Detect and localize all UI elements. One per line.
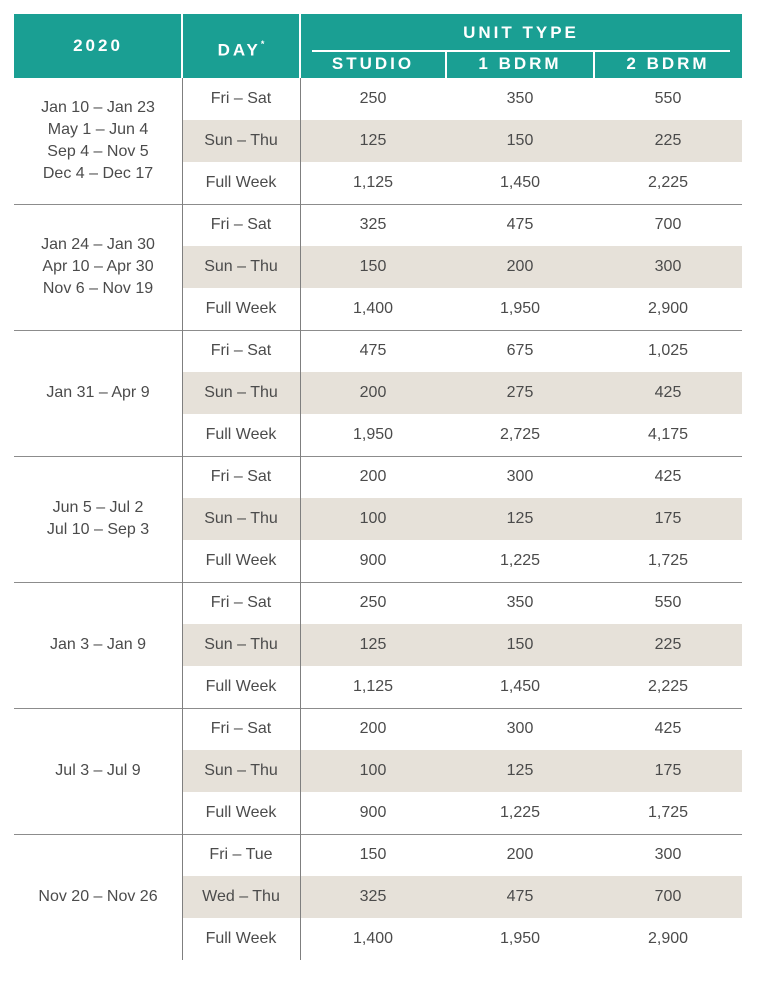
table-row xyxy=(182,246,742,288)
studio-cell: 125 xyxy=(359,132,387,149)
day-cell: Fri – Sat xyxy=(210,90,272,107)
studio-cell: 1,950 xyxy=(352,426,394,443)
two-bedroom-cell: 300 xyxy=(654,258,682,275)
date-range: Jan 3 – Jan 9 xyxy=(49,636,147,653)
one-bedroom-cell: 275 xyxy=(506,384,534,401)
season-group xyxy=(14,330,742,456)
one-bedroom-cell: 150 xyxy=(506,132,534,149)
date-range: Jan 10 – Jan 23 xyxy=(41,99,155,116)
table-row xyxy=(182,666,742,708)
season-dates xyxy=(14,204,182,330)
one-bedroom-cell: 1,225 xyxy=(499,804,541,821)
studio-cell: 900 xyxy=(359,552,387,569)
date-range: Jan 24 – Jan 30 xyxy=(41,236,155,253)
studio-cell: 200 xyxy=(359,384,387,401)
season-dates xyxy=(14,708,182,834)
day-cell: Fri – Tue xyxy=(209,846,273,863)
studio-cell: 475 xyxy=(359,342,387,359)
two-bedroom-header: 2 BDRM xyxy=(626,54,710,73)
studio-header: STUDIO xyxy=(331,54,415,73)
season-group xyxy=(14,834,742,960)
one-bedroom-cell: 1,950 xyxy=(499,930,541,947)
table-row xyxy=(182,204,742,246)
table-row xyxy=(182,582,742,624)
season-group xyxy=(14,582,742,708)
table-row xyxy=(182,918,742,960)
date-range: Jan 31 – Apr 9 xyxy=(46,384,150,401)
table-row xyxy=(182,792,742,834)
two-bedroom-cell: 4,175 xyxy=(647,426,689,443)
studio-cell: 250 xyxy=(359,90,387,107)
table-row xyxy=(182,834,742,876)
season-group xyxy=(14,78,742,204)
day-header xyxy=(182,14,300,78)
two-bedroom-cell: 1,725 xyxy=(647,552,689,569)
two-bedroom-cell: 2,225 xyxy=(647,678,689,695)
header-divider xyxy=(445,52,447,78)
studio-cell: 150 xyxy=(359,258,387,275)
two-bedroom-cell: 2,225 xyxy=(647,174,689,191)
day-cell: Sun – Thu xyxy=(204,636,278,653)
one-bedroom-cell: 125 xyxy=(506,510,534,527)
date-range: Nov 20 – Nov 26 xyxy=(38,888,158,905)
season-dates xyxy=(14,834,182,960)
two-bedroom-cell: 425 xyxy=(654,720,682,737)
studio-cell: 900 xyxy=(359,804,387,821)
studio-cell: 325 xyxy=(359,216,387,233)
day-cell: Fri – Sat xyxy=(210,342,272,359)
studio-cell: 1,125 xyxy=(352,174,394,191)
season-dates xyxy=(14,330,182,456)
one-bedroom-cell: 200 xyxy=(506,258,534,275)
header-divider xyxy=(593,52,595,78)
one-bedroom-cell: 475 xyxy=(506,216,534,233)
day-cell: Sun – Thu xyxy=(204,510,278,527)
two-bedroom-cell: 1,025 xyxy=(647,342,689,359)
column-divider xyxy=(300,78,301,960)
day-cell: Full Week xyxy=(205,174,277,191)
table-row xyxy=(182,162,742,204)
two-bedroom-cell: 2,900 xyxy=(647,300,689,317)
footnote-mark: * xyxy=(260,39,265,49)
day-cell: Sun – Thu xyxy=(204,384,278,401)
one-bedroom-cell: 300 xyxy=(506,468,534,485)
two-bedroom-cell: 550 xyxy=(654,90,682,107)
table-row xyxy=(182,498,742,540)
studio-cell: 150 xyxy=(359,846,387,863)
studio-cell: 200 xyxy=(359,720,387,737)
one-bedroom-cell: 300 xyxy=(506,720,534,737)
one-bedroom-header: 1 BDRM xyxy=(478,54,562,73)
date-range: Jun 5 – Jul 2 xyxy=(52,499,144,516)
day-cell: Full Week xyxy=(205,552,277,569)
season-dates xyxy=(14,78,182,204)
date-range: Jul 10 – Sep 3 xyxy=(46,521,150,538)
table-row xyxy=(182,708,742,750)
studio-cell: 125 xyxy=(359,636,387,653)
date-range: Apr 10 – Apr 30 xyxy=(42,258,154,275)
day-cell: Wed – Thu xyxy=(202,888,280,905)
studio-cell: 1,400 xyxy=(352,930,394,947)
two-bedroom-cell: 2,900 xyxy=(647,930,689,947)
day-cell: Sun – Thu xyxy=(204,258,278,275)
one-bedroom-cell: 1,450 xyxy=(499,678,541,695)
season-group xyxy=(14,204,742,330)
day-cell: Full Week xyxy=(205,804,277,821)
day-header-label: DAY xyxy=(217,40,261,60)
two-bedroom-cell: 700 xyxy=(654,216,682,233)
two-bedroom-cell: 175 xyxy=(654,762,682,779)
one-bedroom-cell: 150 xyxy=(506,636,534,653)
table-row xyxy=(182,372,742,414)
date-range: Sep 4 – Nov 5 xyxy=(47,143,149,160)
date-range: May 1 – Jun 4 xyxy=(47,121,149,138)
studio-cell: 1,125 xyxy=(352,678,394,695)
two-bedroom-cell: 225 xyxy=(654,636,682,653)
one-bedroom-cell: 1,950 xyxy=(499,300,541,317)
table-row xyxy=(182,414,742,456)
table-row xyxy=(182,78,742,120)
day-cell: Fri – Sat xyxy=(210,468,272,485)
day-cell: Sun – Thu xyxy=(204,132,278,149)
one-bedroom-cell: 1,450 xyxy=(499,174,541,191)
day-cell: Full Week xyxy=(205,678,277,695)
studio-cell: 250 xyxy=(359,594,387,611)
table-row xyxy=(182,876,742,918)
table-row xyxy=(182,330,742,372)
table-row xyxy=(182,120,742,162)
one-bedroom-cell: 200 xyxy=(506,846,534,863)
date-range: Dec 4 – Dec 17 xyxy=(42,165,154,182)
header-underline xyxy=(312,50,730,52)
season-dates xyxy=(14,582,182,708)
one-bedroom-cell: 125 xyxy=(506,762,534,779)
studio-cell: 100 xyxy=(359,762,387,779)
day-cell: Sun – Thu xyxy=(204,762,278,779)
two-bedroom-cell: 300 xyxy=(654,846,682,863)
studio-cell: 1,400 xyxy=(352,300,394,317)
day-cell: Fri – Sat xyxy=(210,216,272,233)
header-divider xyxy=(299,14,301,78)
day-cell: Full Week xyxy=(205,930,277,947)
day-cell: Full Week xyxy=(205,300,277,317)
unit-type-header: UNIT TYPE xyxy=(463,23,579,42)
one-bedroom-cell: 350 xyxy=(506,90,534,107)
one-bedroom-cell: 350 xyxy=(506,594,534,611)
two-bedroom-cell: 175 xyxy=(654,510,682,527)
two-bedroom-cell: 700 xyxy=(654,888,682,905)
studio-cell: 100 xyxy=(359,510,387,527)
day-cell: Full Week xyxy=(205,426,277,443)
season-group xyxy=(14,456,742,582)
two-bedroom-cell: 1,725 xyxy=(647,804,689,821)
season-group xyxy=(14,708,742,834)
column-divider xyxy=(182,78,183,960)
two-bedroom-cell: 225 xyxy=(654,132,682,149)
day-cell: Fri – Sat xyxy=(210,720,272,737)
table-row xyxy=(182,456,742,498)
date-range: Nov 6 – Nov 19 xyxy=(42,280,154,297)
one-bedroom-cell: 2,725 xyxy=(499,426,541,443)
two-bedroom-cell: 425 xyxy=(654,468,682,485)
one-bedroom-cell: 675 xyxy=(506,342,534,359)
day-cell: Fri – Sat xyxy=(210,594,272,611)
table-row xyxy=(182,288,742,330)
studio-cell: 325 xyxy=(359,888,387,905)
one-bedroom-cell: 1,225 xyxy=(499,552,541,569)
table-header xyxy=(14,14,742,78)
year-header: 2020 xyxy=(73,36,123,55)
one-bedroom-cell: 475 xyxy=(506,888,534,905)
header-divider xyxy=(181,14,183,78)
two-bedroom-cell: 550 xyxy=(654,594,682,611)
date-range: Jul 3 – Jul 9 xyxy=(55,762,141,779)
table-row xyxy=(182,540,742,582)
season-dates xyxy=(14,456,182,582)
two-bedroom-cell: 425 xyxy=(654,384,682,401)
studio-cell: 200 xyxy=(359,468,387,485)
table-row xyxy=(182,750,742,792)
table-row xyxy=(182,624,742,666)
